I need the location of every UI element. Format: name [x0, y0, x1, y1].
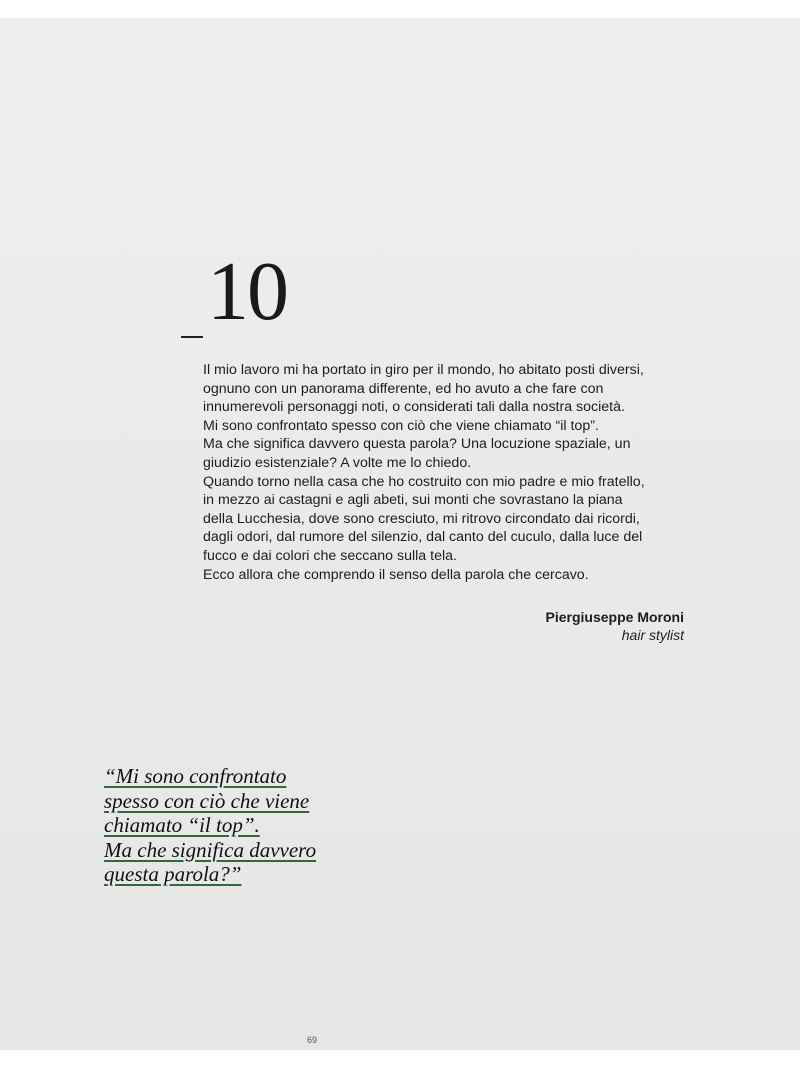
section-dash: [181, 336, 203, 338]
body-line: giudizio esistenziale? A volte me lo chiedo.: [203, 454, 472, 471]
body-line: Mi sono confrontato spesso con ciò che viene chiamato “il top”.: [203, 417, 599, 434]
article-body: [203, 361, 713, 584]
pull-quote-text: chiamato “il top”.: [104, 813, 260, 837]
body-line: della Lucchesia, dove sono cresciuto, mi ritrovo circondato dai ricordi,: [203, 510, 640, 527]
page-number: 69: [306, 1035, 317, 1045]
author-signature: [546, 608, 684, 644]
author-name: Piergiuseppe Moroni: [545, 609, 684, 625]
pull-quote: [104, 764, 316, 887]
body-line: Il mio lavoro mi ha portato in giro per il mondo, ho abitato posti diversi,: [203, 362, 644, 378]
body-line: Quando torno nella casa che ho costruito con mio padre e mio fratello,: [203, 473, 645, 490]
pull-quote-line: [104, 838, 316, 863]
author-role: hair stylist: [621, 627, 684, 643]
pull-quote-text: spesso con ciò che viene: [104, 788, 310, 813]
section-number: 10: [207, 245, 287, 338]
magazine-page: [0, 18, 800, 1050]
body-line: Ecco allora che comprendo il senso della parola che cercavo.: [203, 566, 589, 583]
pull-quote-line: [104, 789, 316, 814]
body-line: Ma che significa davvero questa parola? Una locuzione spaziale, un: [203, 436, 631, 453]
pull-quote-line: [104, 764, 316, 789]
pull-quote-line: [104, 813, 316, 838]
body-line: innumerevoli personaggi noti, o considerati tali dalla nostra società.: [203, 399, 625, 416]
pull-quote-text: Ma che significa davvero: [104, 837, 317, 862]
pull-quote-line: [104, 862, 316, 887]
pull-quote-text: questa parola?”: [104, 862, 242, 886]
body-line: fucco e dai colori che seccano sulla tela.: [203, 547, 457, 564]
body-line: in mezzo ai castagni e agli abeti, sui monti che sovrastano la piana: [203, 492, 623, 509]
body-line: dagli odori, dal rumore del silenzio, dal canto del cuculo, dalla luce del: [203, 529, 643, 546]
pull-quote-text: “Mi sono confrontato: [104, 764, 287, 788]
body-line: ognuno con un panorama differente, ed ho avuto a che fare con: [203, 380, 604, 397]
